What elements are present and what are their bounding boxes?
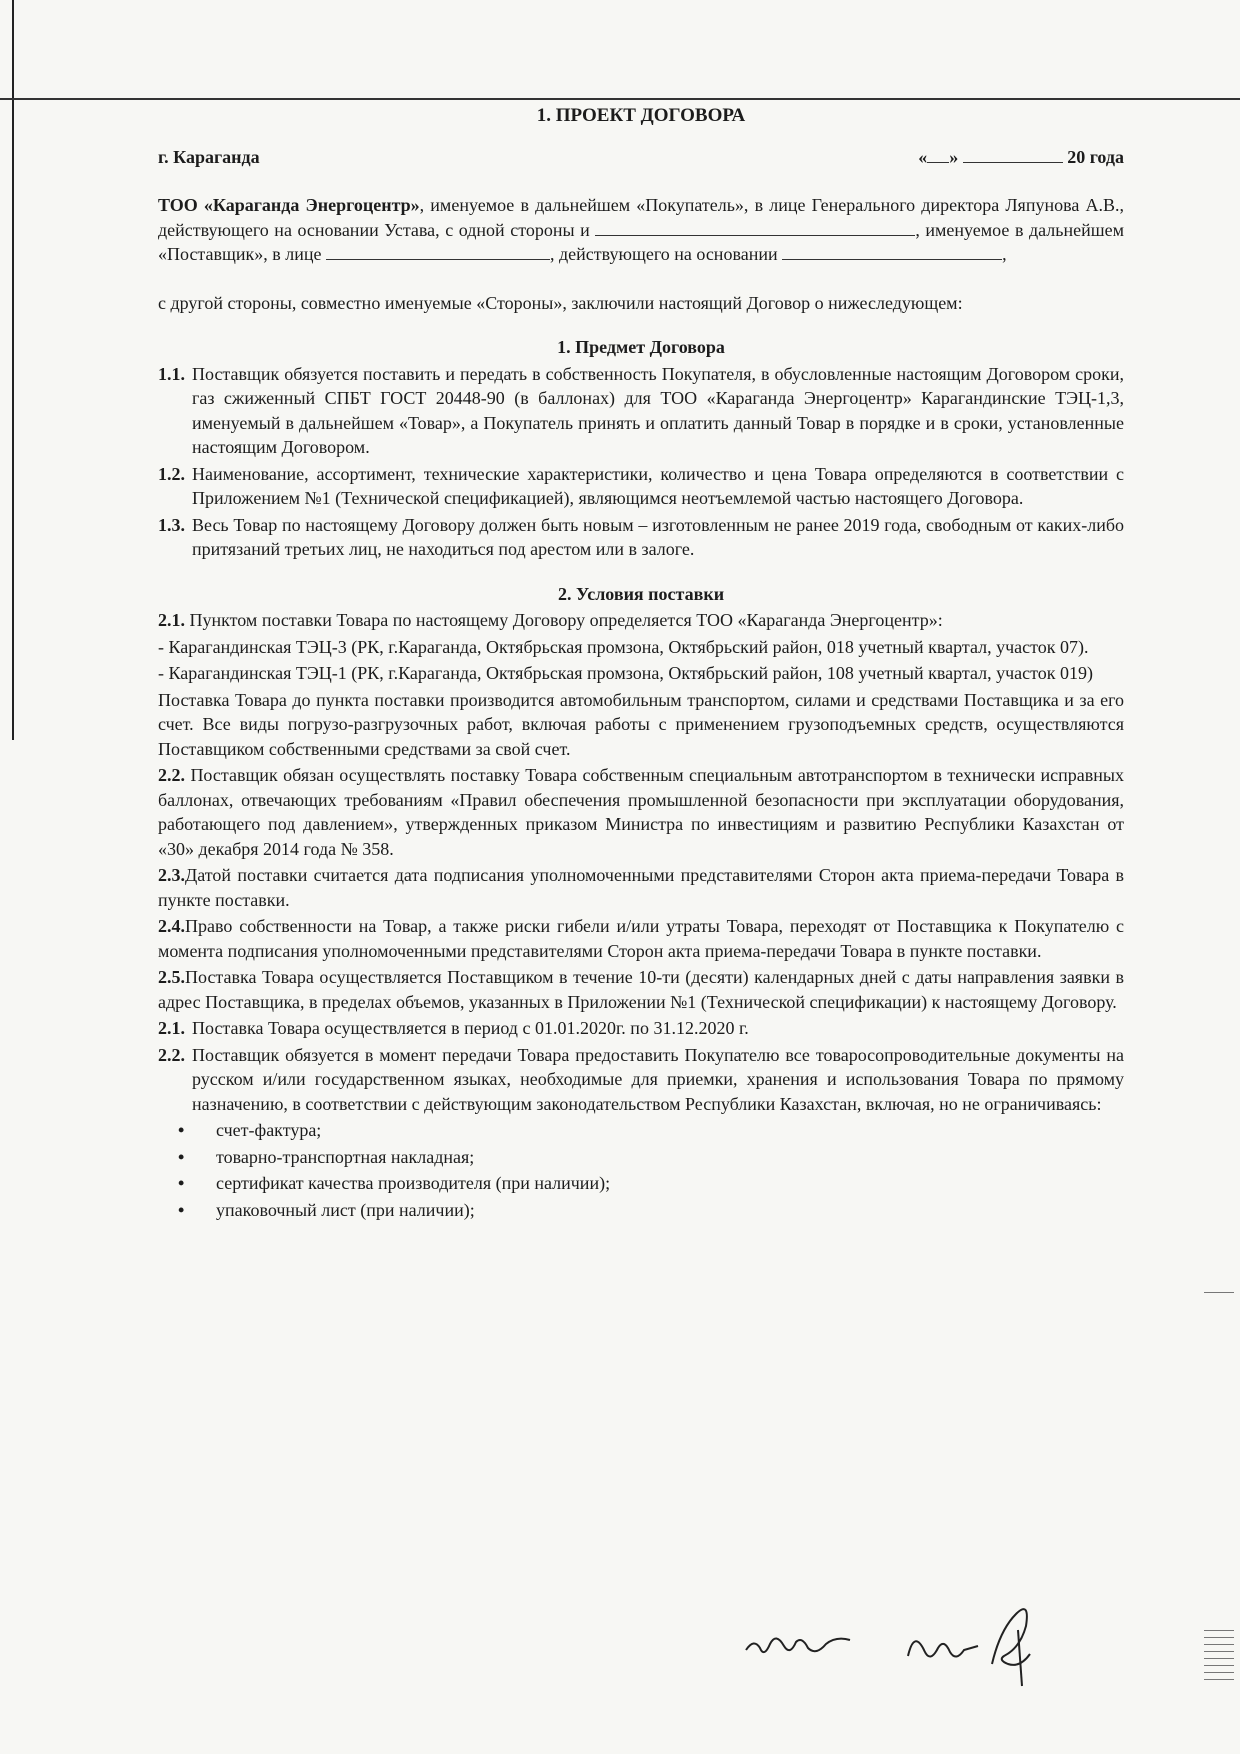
- supplier-name-blank: [595, 219, 915, 236]
- clause-1-3: 1.3. Весь Товар по настоящему Договору должен быть новым – изготовленным не ранее 2019 года, свободным от каких-либо притязаний третьих лиц, не находиться под арестом или в залоге.: [158, 514, 1124, 559]
- documents-list: [158, 1118, 1124, 1222]
- clause-2-3: 2.3.Датой поставки считается дата подписания уполномоченными представителями Сторон акта приема-передачи Товара в пункте поставки.: [158, 865, 1124, 910]
- delivery-transport: Поставка Товара до пункта поставки производится автомобильным транспортом, силами и средствами Поставщика и за его счет. Все виды погрузо-разгрузочных работ, включая работы с применением грузоподъемных средств, осуществляются Поставщиком собственными средствами за свой счет.: [158, 689, 1124, 759]
- clause-1-1: 1.1. Поставщик обязуется поставить и передать в собственность Покупателя, в обусловленные настоящим Договором сроки, газ сжиженный СПБТ ГОСТ 20448-90 (в баллонах) для ТОО «Караганда Энергоцентр» Карагандинские ТЭЦ-1,3, именуемый в дальнейшем «Товар», а Покупатель принять и оплатить данный Товар в порядке и в сроки, установленные настоящим Договором.: [158, 363, 1124, 457]
- month-blank: [963, 146, 1063, 163]
- clause-1-2: 1.2. Наименование, ассортимент, технические характеристики, количество и цена Товара определяются в соответствии с Приложением №1 (Технической спецификацией), являющимся неотъемлемой частью настоящего Договора.: [158, 463, 1124, 508]
- scan-edge-marks-lower: [1204, 1630, 1234, 1686]
- scan-edge-marks-upper: [1204, 1292, 1234, 1299]
- scan-border-left: [12, 0, 14, 740]
- representative-blank: [326, 243, 550, 260]
- list-item: • упаковочный лист (при наличии);: [178, 1198, 1124, 1223]
- document-page: [158, 104, 1124, 1224]
- section-2-heading: 2. Условия поставки: [557, 583, 725, 604]
- clause-2-2-documents: 2.2. Поставщик обязуется в момент передачи Товара предоставить Покупателю все товаросопроводительные документы на русском и/или государственном языках, необходимые для приемки, хранения и использования Товара по прямому назначению, в соответствии с действующим законодательством Республики Казахстан, включая, но не ограничиваясь:: [158, 1044, 1124, 1114]
- point-tec-3: - Карагандинская ТЭЦ-3 (РК, г.Караганда, Октябрьская промзона, Октябрьский район, 018 учетный квартал, участок 07).: [158, 636, 1089, 657]
- year-label: 20 года: [1067, 146, 1124, 167]
- initials-signature-1: [740, 1610, 870, 1680]
- clause-2-4: 2.4.Право собственности на Товар, а также риски гибели и/или утраты Товара, переходят от Поставщика к Покупателю с момента подписания уполномоченными представителями Сторон акта приема-передачи Товара в пункте поставки.: [158, 916, 1124, 961]
- initials-signature-2: [900, 1590, 1070, 1690]
- city-date-row: [158, 145, 1124, 170]
- scan-rule-top: [0, 98, 1240, 100]
- document-title: 1. ПРОЕКТ ДОГОВОРА: [536, 105, 746, 126]
- date-line: « » 20 года: [918, 146, 1124, 167]
- point-tec-1: - Карагандинская ТЭЦ-1 (РК, г.Караганда, Октябрьская промзона, Октябрьский район, 108 учетный квартал, участок 019): [158, 663, 1094, 683]
- section-1-heading: 1. Предмет Договора: [557, 337, 725, 357]
- list-item: • товарно-транспортная накладная;: [178, 1145, 1124, 1170]
- list-item: • счет-фактура;: [178, 1118, 1124, 1143]
- parties-paragraph: с другой стороны, совместно именуемые «Стороны», заключили настоящий Договор о нижеследующем:: [158, 292, 963, 313]
- basis-blank: [782, 243, 1002, 260]
- list-item: • сертификат качества производителя (при наличии);: [178, 1171, 1124, 1196]
- buyer-name: ТОО «Караганда Энергоцентр»: [158, 195, 420, 215]
- city: г. Караганда: [158, 146, 260, 167]
- clause-2-5: 2.5.Поставка Товара осуществляется Поставщиком в течение 10-ти (десяти) календарных дней с даты направления заявки в адрес Поставщика, в пределах объемов, указанных в Приложении №1 (Технической спецификации) к настоящему Договору.: [158, 967, 1124, 1012]
- intro-paragraph: ТОО «Караганда Энергоцентр», именуемое в дальнейшем «Покупатель», в лице Генерального директора Ляпунова А.В., действующего на основании Устава, с одной стороны и , именуемое в дальнейшем «Поставщик», в лице , действующего на основании ,: [158, 195, 1124, 264]
- clause-2-1: 2.1. Пунктом поставки Товара по настоящему Договору определяется ТОО «Караганда Энергоцентр»:: [158, 610, 943, 630]
- day-blank: [927, 146, 949, 163]
- clause-2-1-period: 2.1. Поставка Товара осуществляется в период с 01.01.2020г. по 31.12.2020 г.: [158, 1018, 749, 1038]
- clause-2-2-transport: 2.2. Поставщик обязан осуществлять поставку Товара собственным специальным автотранспортом в технически исправных баллонах, отвечающих требованиям «Правил обеспечения промышленной безопасности при эксплуатации оборудования, работающего под давлением», утвержденных приказом Министра по инвестициям и развитию Республики Казахстан от «30» декабря 2014 года № 358.: [158, 765, 1125, 859]
